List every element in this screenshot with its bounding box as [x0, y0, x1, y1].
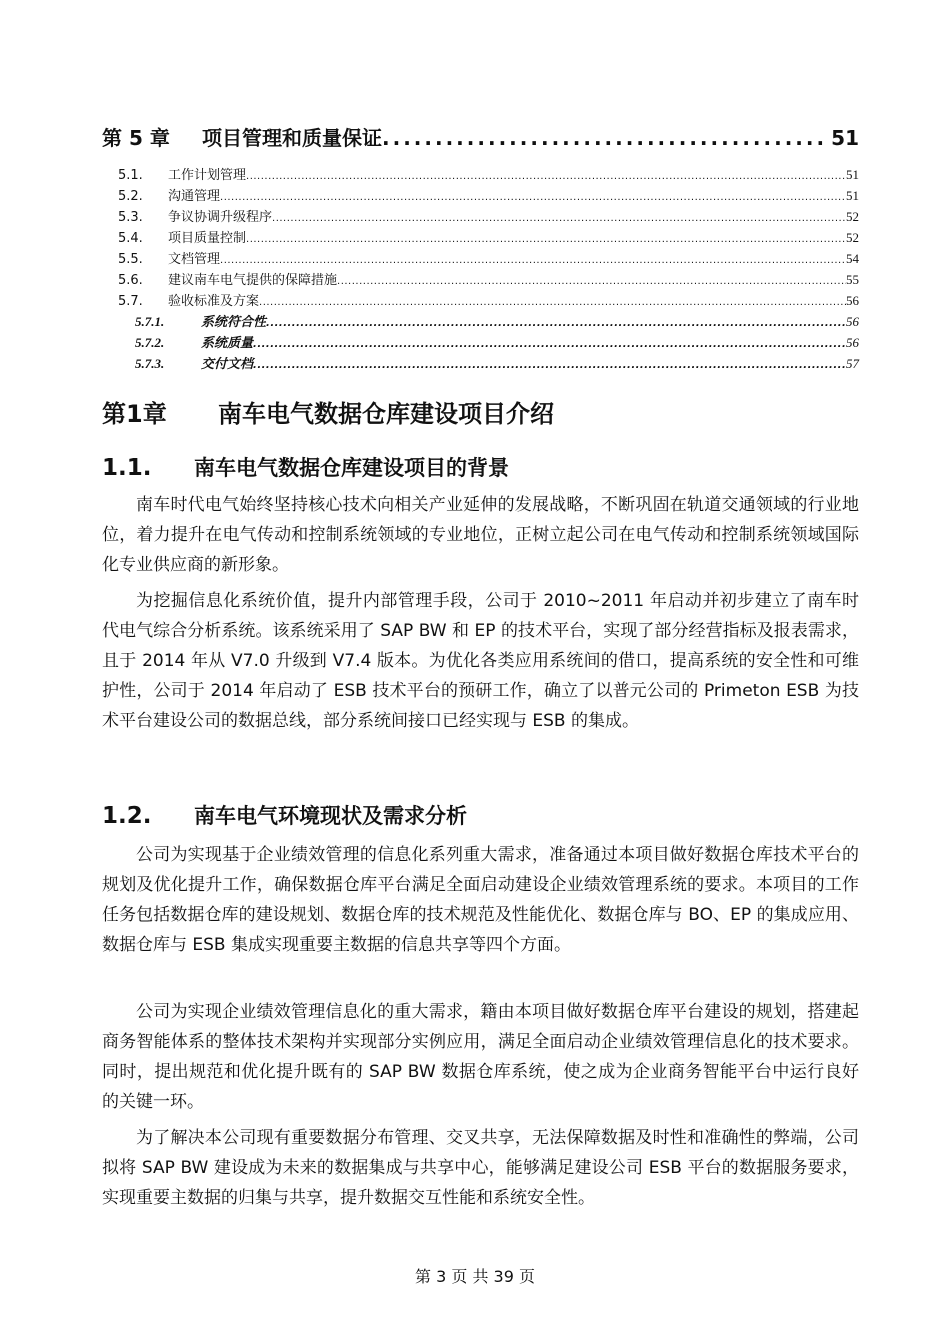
- toc-entry-page: 51: [846, 167, 859, 182]
- page-number-footer: 第 3 页 共 39 页: [415, 1267, 535, 1286]
- toc-entry-title: 建议南车电气提供的保障措施: [168, 273, 338, 288]
- toc-chapter-page: 51: [831, 126, 859, 150]
- body-paragraph: 公司为实现企业绩效管理信息化的重大需求，籍由本项目做好数据仓库平台建设的规划，搭建起商务智能体系的整体技术架构并实现部分实例应用，满足全面启动企业绩效管理信息化的技术要求。同时，提出规范和优化提升既有的 SAP BW 数据仓库系统，使之成为企业商务智能平台中运行良好的关键一环。: [102, 1002, 859, 1112]
- toc-entry-page: 54: [846, 251, 859, 266]
- toc-leader-dots: [246, 229, 846, 250]
- toc-entry-title: 工作计划管理: [168, 168, 247, 183]
- toc-entry-number: 5.2.: [118, 189, 143, 204]
- toc-entry-number: 5.7.: [118, 294, 143, 309]
- toc-entry[interactable]: [118, 227, 859, 248]
- toc-entry-number: 5.6.: [118, 273, 143, 288]
- toc-entry[interactable]: [118, 290, 859, 311]
- toc-entry-page: 55: [846, 272, 859, 287]
- body-paragraph: 为挖掘信息化系统价值，提升内部管理手段，公司于 2010~2011 年启动并初步建立了南车时代电气综合分析系统。该系统采用了 SAP BW 和 EP 的技术平台，实现了部分经营指标及报表需求，且于 2014 年从 V7.0 升级到 V7.4 版本。为优化各类应用系统间的借口，提高系统的安全性和可维护性，公司于 2014 年启动了 ESB 技术平台的预研工作，确立了以普元公司的 Primeton ESB 为技术平台建设公司的数据总线，部分系统间接口已经实现与 ESB 的集成。: [102, 591, 859, 731]
- toc-subentry-number: 5.7.1.: [135, 314, 165, 329]
- section-heading: [102, 452, 509, 482]
- toc-entry-title: 项目质量控制: [168, 231, 247, 246]
- toc-entry[interactable]: [118, 248, 859, 269]
- body-paragraph: 南车时代电气始终坚持核心技术向相关产业延伸的发展战略，不断巩固在轨道交通领域的行业地位，着力提升在电气传动和控制系统领域的专业地位，正树立起公司在电气传动和控制系统领域国际化专业供应商的新形象。: [102, 495, 859, 575]
- toc-chapter-number: 第 5 章: [102, 126, 170, 150]
- toc-subentry[interactable]: [118, 311, 859, 332]
- toc-leader-dots: [382, 126, 829, 150]
- toc-entry-page: 52: [846, 209, 859, 224]
- toc-leader-dots: [220, 250, 846, 271]
- toc-entry-number: 5.1.: [118, 168, 143, 183]
- toc-entry-title: 验收标准及方案: [168, 294, 260, 309]
- toc-subentry[interactable]: [118, 332, 859, 353]
- toc-entry[interactable]: [118, 185, 859, 206]
- toc-leader-dots: [246, 166, 846, 187]
- toc-subentry-title: 交付文档: [201, 357, 254, 372]
- section-heading: [102, 800, 467, 830]
- toc-entry-title: 文档管理: [168, 252, 221, 267]
- toc-chapter-5[interactable]: [102, 122, 859, 154]
- toc-subentry[interactable]: [118, 353, 859, 374]
- body-paragraph: 为了解决本公司现有重要数据分布管理、交叉共享，无法保障数据及时性和准确性的弊端，公司拟将 SAP BW 建设成为未来的数据集成与共享中心，能够满足建设公司 ESB 平台的数据服务要求，实现重要主数据的归集与共享，提升数据交互性能和系统安全性。: [102, 1128, 859, 1208]
- section-number: 1.2.: [102, 803, 152, 829]
- toc-entry[interactable]: [118, 269, 859, 290]
- toc-leader-dots: [337, 271, 846, 292]
- toc-entry-number: 5.5.: [118, 252, 143, 267]
- toc-leader-dots: [253, 355, 846, 376]
- toc-leader-dots: [259, 292, 846, 313]
- toc-subentry-number: 5.7.2.: [135, 335, 165, 350]
- toc-subentry-title: 系统质量: [201, 336, 254, 351]
- section-number: 1.1.: [102, 455, 152, 481]
- toc-entry-page: 56: [846, 293, 859, 308]
- toc-leader-dots: [220, 187, 846, 208]
- body-paragraph: 公司为实现基于企业绩效管理的信息化系列重大需求，准备通过本项目做好数据仓库技术平台的规划及优化提升工作，确保数据仓库平台满足全面启动建设企业绩效管理系统的要求。本项目的工作任务包括数据仓库的建设规划、数据仓库的技术规范及性能优化、数据仓库与 BO、EP 的集成应用、数据仓库与 ESB 集成实现重要主数据的信息共享等四个方面。: [102, 845, 859, 955]
- toc-entry-title: 争议协调升级程序: [168, 210, 273, 225]
- toc-subentry-page: 56: [846, 314, 859, 329]
- toc-subentry-page: 56: [846, 335, 859, 350]
- toc-subentry-number: 5.7.3.: [135, 356, 165, 371]
- toc-entry-number: 5.3.: [118, 210, 143, 225]
- toc-chapter-title: 项目管理和质量保证: [202, 126, 382, 150]
- section-title: 南车电气环境现状及需求分析: [194, 804, 467, 828]
- toc-entry[interactable]: [118, 206, 859, 227]
- chapter-heading: [102, 394, 554, 429]
- section-title: 南车电气数据仓库建设项目的背景: [194, 456, 509, 480]
- toc-entry-page: 51: [846, 188, 859, 203]
- toc-entry-title: 沟通管理: [168, 189, 221, 204]
- chapter-number: 第1章: [102, 400, 167, 428]
- toc-subentry-page: 57: [846, 356, 859, 371]
- toc-leader-dots: [266, 313, 846, 334]
- chapter-title: 南车电气数据仓库建设项目介绍: [218, 400, 554, 428]
- toc-leader-dots: [272, 208, 846, 229]
- toc-entry[interactable]: [118, 164, 859, 185]
- toc-subentry-title: 系统符合性: [201, 315, 267, 330]
- toc-leader-dots: [253, 334, 846, 355]
- toc-entry-page: 52: [846, 230, 859, 245]
- toc-entry-number: 5.4.: [118, 231, 143, 246]
- toc-list: [118, 164, 859, 374]
